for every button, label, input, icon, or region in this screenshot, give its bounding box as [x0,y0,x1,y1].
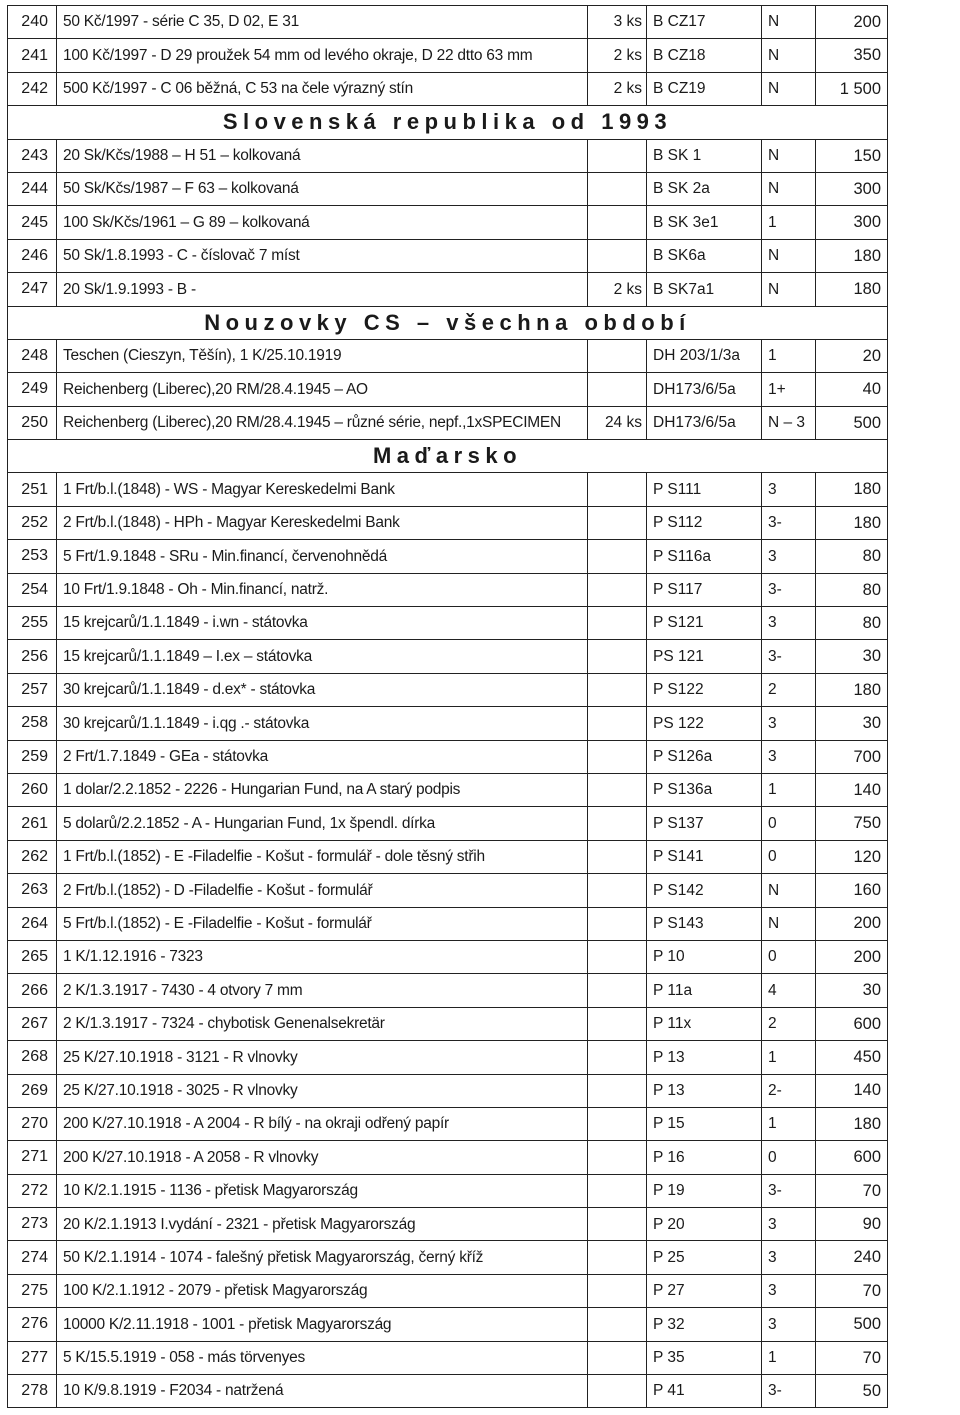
lot-grade: 0 [762,1141,816,1174]
lot-number: 251 [8,473,57,506]
lot-description: 20 Sk/1.9.1993 - B - [57,273,588,306]
lot-price: 30 [816,974,888,1007]
lot-price: 180 [816,239,888,272]
lot-number: 270 [8,1107,57,1140]
lot-description: 10 K/2.1.1915 - 1136 - přetisk Magyarország [57,1174,588,1207]
lot-number: 250 [8,406,57,439]
lot-quantity [588,1241,647,1274]
lot-grade: 1 [762,1041,816,1074]
lot-grade: 1 [762,206,816,239]
lot-quantity [588,206,647,239]
table-row [8,1241,888,1274]
catalog-number: P 15 [647,1107,762,1140]
table-row [8,1274,888,1307]
table-row [8,6,888,39]
lot-price: 80 [816,540,888,573]
lot-price: 240 [816,1241,888,1274]
table-row [8,907,888,940]
lot-description: 25 K/27.10.1918 - 3025 - R vlnovky [57,1074,588,1107]
lot-price: 1 500 [816,72,888,105]
lot-price: 750 [816,807,888,840]
lot-description: 200 K/27.10.1918 - A 2004 - R bílý - na okraji odřený papír [57,1107,588,1140]
catalog-number: B SK 1 [647,139,762,172]
table-row [8,840,888,873]
table-row [8,940,888,973]
lot-number: 256 [8,640,57,673]
lot-description: 30 krejcarů/1.1.1849 - i.qg .- státovka [57,707,588,740]
catalog-number: P S143 [647,907,762,940]
lot-price: 600 [816,1007,888,1040]
lot-price: 700 [816,740,888,773]
table-row [8,39,888,72]
catalog-number: P S112 [647,506,762,539]
table-row [8,1041,888,1074]
lot-number: 245 [8,206,57,239]
lot-description: 200 K/27.10.1918 - A 2058 - R vlnovky [57,1141,588,1174]
lot-price: 300 [816,206,888,239]
catalog-number: P 16 [647,1141,762,1174]
lot-grade: 1 [762,1107,816,1140]
lot-description: 100 Kč/1997 - D 29 proužek 54 mm od levého okraje, D 22 dtto 63 mm [57,39,588,72]
lot-price: 350 [816,39,888,72]
lot-table [7,5,888,1408]
lot-price: 70 [816,1341,888,1374]
lot-grade: N – 3 [762,406,816,439]
lot-number: 243 [8,139,57,172]
lot-grade: 2 [762,1007,816,1040]
lot-grade: 1+ [762,373,816,406]
catalog-number: B SK 3e1 [647,206,762,239]
lot-price: 300 [816,172,888,205]
lot-grade: 2- [762,1074,816,1107]
table-row [8,406,888,439]
lot-quantity [588,1274,647,1307]
lot-quantity [588,1308,647,1341]
lot-quantity [588,1007,647,1040]
section-header-row [8,106,888,139]
lot-quantity [588,1174,647,1207]
lot-price: 20 [816,339,888,372]
lot-price: 80 [816,573,888,606]
lot-number: 269 [8,1074,57,1107]
lot-number: 244 [8,172,57,205]
lot-price: 90 [816,1208,888,1241]
lot-grade: 1 [762,773,816,806]
lot-description: 1 dolar/2.2.1852 - 2226 - Hungarian Fund, na A starý podpis [57,773,588,806]
lot-description: Reichenberg (Liberec),20 RM/28.4.1945 – AO [57,373,588,406]
table-row [8,1174,888,1207]
lot-grade: 3 [762,1208,816,1241]
lot-quantity: 2 ks [588,273,647,306]
lot-quantity [588,673,647,706]
lot-number: 260 [8,773,57,806]
lot-description: 100 K/2.1.1912 - 2079 - přetisk Magyarország [57,1274,588,1307]
catalog-number: P 19 [647,1174,762,1207]
catalog-number: P 10 [647,940,762,973]
lot-number: 262 [8,840,57,873]
lot-number: 266 [8,974,57,1007]
lot-quantity [588,373,647,406]
catalog-number: P 41 [647,1375,762,1408]
lot-grade: 3 [762,707,816,740]
catalog-number: P S122 [647,673,762,706]
table-row [8,540,888,573]
lot-number: 265 [8,940,57,973]
catalog-number: P 11a [647,974,762,1007]
catalog-number: B CZ18 [647,39,762,72]
lot-number: 240 [8,6,57,39]
lot-grade: 3 [762,1241,816,1274]
lot-grade: 2 [762,673,816,706]
table-row [8,172,888,205]
catalog-number: DH173/6/5a [647,406,762,439]
lot-number: 255 [8,607,57,640]
lot-grade: 3 [762,540,816,573]
lot-number: 241 [8,39,57,72]
table-row [8,773,888,806]
lot-price: 30 [816,640,888,673]
lot-table-body [8,6,888,1408]
catalog-number: P S137 [647,807,762,840]
lot-quantity: 2 ks [588,72,647,105]
lot-grade: N [762,6,816,39]
catalog-number: B CZ19 [647,72,762,105]
lot-price: 30 [816,707,888,740]
lot-description: 50 Kč/1997 - série C 35, D 02, E 31 [57,6,588,39]
lot-number: 274 [8,1241,57,1274]
lot-grade: 3 [762,740,816,773]
lot-description: 10 K/9.8.1919 - F2034 - natržená [57,1375,588,1408]
lot-number: 257 [8,673,57,706]
lot-number: 275 [8,1274,57,1307]
catalog-number: PS 122 [647,707,762,740]
lot-quantity [588,1208,647,1241]
lot-grade: N [762,72,816,105]
lot-quantity [588,239,647,272]
lot-grade: 3- [762,640,816,673]
catalog-number: B SK7a1 [647,273,762,306]
lot-quantity [588,840,647,873]
catalog-number: B CZ17 [647,6,762,39]
lot-quantity [588,1141,647,1174]
catalog-number: P S117 [647,573,762,606]
section-header-row [8,306,888,339]
lot-quantity [588,707,647,740]
section-title: Slovenská republika od 1993 [8,106,888,139]
lot-quantity: 24 ks [588,406,647,439]
lot-grade: 1 [762,1341,816,1374]
lot-description: 50 K/2.1.1914 - 1074 - falešný přetisk Magyarország, černý kříž [57,1241,588,1274]
catalog-number: B SK 2a [647,172,762,205]
table-row [8,1107,888,1140]
lot-price: 120 [816,840,888,873]
lot-quantity [588,1107,647,1140]
lot-description: 30 krejcarů/1.1.1849 - d.ex* - státovka [57,673,588,706]
lot-price: 180 [816,273,888,306]
lot-quantity [588,339,647,372]
lot-description: 500 Kč/1997 - C 06 běžná, C 53 na čele výrazný stín [57,72,588,105]
lot-price: 600 [816,1141,888,1174]
catalog-number: P S121 [647,607,762,640]
lot-number: 258 [8,707,57,740]
catalog-number: DH173/6/5a [647,373,762,406]
table-row [8,807,888,840]
lot-grade: 3- [762,506,816,539]
lot-quantity [588,773,647,806]
table-row [8,206,888,239]
lot-number: 277 [8,1341,57,1374]
lot-grade: 3 [762,1308,816,1341]
catalog-number: P 11x [647,1007,762,1040]
lot-number: 252 [8,506,57,539]
lot-number: 263 [8,874,57,907]
lot-grade: 3- [762,1375,816,1408]
table-row [8,1208,888,1241]
lot-quantity [588,974,647,1007]
lot-description: 15 krejcarů/1.1.1849 – I.ex – státovka [57,640,588,673]
lot-price: 180 [816,1107,888,1140]
lot-grade: N [762,907,816,940]
lot-price: 200 [816,6,888,39]
lot-quantity [588,907,647,940]
lot-description: 50 Sk/1.8.1993 - C - číslovač 7 míst [57,239,588,272]
lot-number: 268 [8,1041,57,1074]
lot-number: 273 [8,1208,57,1241]
lot-price: 500 [816,406,888,439]
lot-description: 2 Frt/1.7.1849 - GEa - státovka [57,740,588,773]
table-row [8,673,888,706]
lot-number: 259 [8,740,57,773]
lot-description: 5 Frt/1.9.1848 - SRu - Min.financí, červenohnědá [57,540,588,573]
lot-number: 242 [8,72,57,105]
lot-price: 40 [816,373,888,406]
lot-description: 10000 K/2.11.1918 - 1001 - přetisk Magyarország [57,1308,588,1341]
catalog-number: P 13 [647,1041,762,1074]
lot-price: 70 [816,1174,888,1207]
lot-number: 264 [8,907,57,940]
lot-quantity [588,139,647,172]
lot-quantity [588,874,647,907]
catalog-number: P 27 [647,1274,762,1307]
lot-description: 5 dolarů/2.2.1852 - A - Hungarian Fund, 1x špendl. dírka [57,807,588,840]
catalog-number: P 25 [647,1241,762,1274]
lot-description: 50 Sk/Kčs/1987 – F 63 – kolkovaná [57,172,588,205]
table-row [8,506,888,539]
table-row [8,339,888,372]
table-row [8,273,888,306]
lot-price: 180 [816,473,888,506]
table-row [8,139,888,172]
catalog-number: DH 203/1/3a [647,339,762,372]
lot-quantity [588,740,647,773]
lot-description: 2 Frt/b.l.(1852) - D -Filadelfie - Košut - formulář [57,874,588,907]
lot-description: 10 Frt/1.9.1848 - Oh - Min.financí, natrž. [57,573,588,606]
lot-number: 267 [8,1007,57,1040]
lot-description: 2 Frt/b.l.(1848) - HPh - Magyar Kereskedelmi Bank [57,506,588,539]
catalog-number: P S142 [647,874,762,907]
lot-quantity [588,1375,647,1408]
table-row [8,1341,888,1374]
lot-grade: N [762,273,816,306]
lot-number: 261 [8,807,57,840]
table-row [8,640,888,673]
lot-quantity [588,506,647,539]
lot-description: 25 K/27.10.1918 - 3121 - R vlnovky [57,1041,588,1074]
lot-description: 100 Sk/Kčs/1961 – G 89 – kolkovaná [57,206,588,239]
lot-description: 20 K/2.1.1913 I.vydání - 2321 - přetisk Magyarország [57,1208,588,1241]
table-row [8,707,888,740]
table-row [8,1375,888,1408]
lot-description: Reichenberg (Liberec),20 RM/28.4.1945 – různé série, nepf.,1xSPECIMEN [57,406,588,439]
lot-description: 1 Frt/b.l.(1848) - WS - Magyar Kereskedelmi Bank [57,473,588,506]
table-row [8,874,888,907]
lot-price: 200 [816,940,888,973]
catalog-number: P S126a [647,740,762,773]
lot-price: 180 [816,506,888,539]
lot-grade: 3 [762,607,816,640]
lot-quantity [588,807,647,840]
lot-grade: 4 [762,974,816,1007]
catalog-number: PS 121 [647,640,762,673]
lot-description: 5 K/15.5.1919 - 058 - más törvenyes [57,1341,588,1374]
catalog-number: P 20 [647,1208,762,1241]
catalog-number: P S136a [647,773,762,806]
lot-grade: 3 [762,473,816,506]
lot-grade: N [762,172,816,205]
lot-price: 160 [816,874,888,907]
lot-number: 278 [8,1375,57,1408]
lot-number: 271 [8,1141,57,1174]
lot-description: 2 K/1.3.1917 - 7324 - chybotisk Genenalsekretär [57,1007,588,1040]
lot-number: 272 [8,1174,57,1207]
lot-grade: 0 [762,807,816,840]
lot-price: 50 [816,1375,888,1408]
catalog-number: B SK6a [647,239,762,272]
lot-quantity [588,1074,647,1107]
lot-grade: 3- [762,1174,816,1207]
lot-grade: 0 [762,940,816,973]
lot-quantity [588,1041,647,1074]
lot-quantity [588,540,647,573]
lot-description: 2 K/1.3.1917 - 7430 - 4 otvory 7 mm [57,974,588,1007]
lot-description: 15 krejcarů/1.1.1849 - i.wn - státovka [57,607,588,640]
lot-grade: 3 [762,1274,816,1307]
lot-price: 180 [816,673,888,706]
catalog-number: P S141 [647,840,762,873]
lot-quantity [588,940,647,973]
lot-price: 450 [816,1041,888,1074]
catalog-number: P 13 [647,1074,762,1107]
section-title: Maďarsko [8,440,888,473]
lot-quantity [588,607,647,640]
lot-quantity [588,473,647,506]
lot-quantity [588,640,647,673]
lot-quantity [588,573,647,606]
table-row [8,239,888,272]
table-row [8,1074,888,1107]
lot-grade: N [762,39,816,72]
lot-price: 500 [816,1308,888,1341]
lot-description: Teschen (Cieszyn, Těšín), 1 K/25.10.1919 [57,339,588,372]
catalog-number: P 35 [647,1341,762,1374]
lot-number: 253 [8,540,57,573]
lot-grade: 1 [762,339,816,372]
table-row [8,607,888,640]
lot-number: 276 [8,1308,57,1341]
catalog-number: P 32 [647,1308,762,1341]
lot-number: 246 [8,239,57,272]
table-row [8,1007,888,1040]
lot-number: 247 [8,273,57,306]
table-row [8,373,888,406]
lot-number: 248 [8,339,57,372]
lot-grade: N [762,239,816,272]
lot-price: 140 [816,773,888,806]
catalog-number: P S116a [647,540,762,573]
lot-price: 70 [816,1274,888,1307]
table-row [8,974,888,1007]
section-header-row [8,440,888,473]
lot-price: 150 [816,139,888,172]
lot-price: 80 [816,607,888,640]
lot-number: 254 [8,573,57,606]
table-row [8,1141,888,1174]
lot-quantity [588,172,647,205]
lot-grade: 0 [762,840,816,873]
table-row [8,72,888,105]
table-row [8,740,888,773]
table-row [8,473,888,506]
lot-price: 140 [816,1074,888,1107]
table-row [8,573,888,606]
lot-description: 1 Frt/b.l.(1852) - E -Filadelfie - Košut - formulář - dole těsný střih [57,840,588,873]
lot-quantity [588,1341,647,1374]
section-title: Nouzovky CS – všechna období [8,306,888,339]
lot-description: 20 Sk/Kčs/1988 – H 51 – kolkovaná [57,139,588,172]
lot-grade: N [762,874,816,907]
lot-quantity: 3 ks [588,6,647,39]
lot-description: 5 Frt/b.l.(1852) - E -Filadelfie - Košut - formulář [57,907,588,940]
lot-price: 200 [816,907,888,940]
lot-grade: N [762,139,816,172]
lot-description: 1 K/1.12.1916 - 7323 [57,940,588,973]
lot-number: 249 [8,373,57,406]
lot-grade: 3- [762,573,816,606]
catalog-number: P S111 [647,473,762,506]
table-row [8,1308,888,1341]
lot-quantity: 2 ks [588,39,647,72]
